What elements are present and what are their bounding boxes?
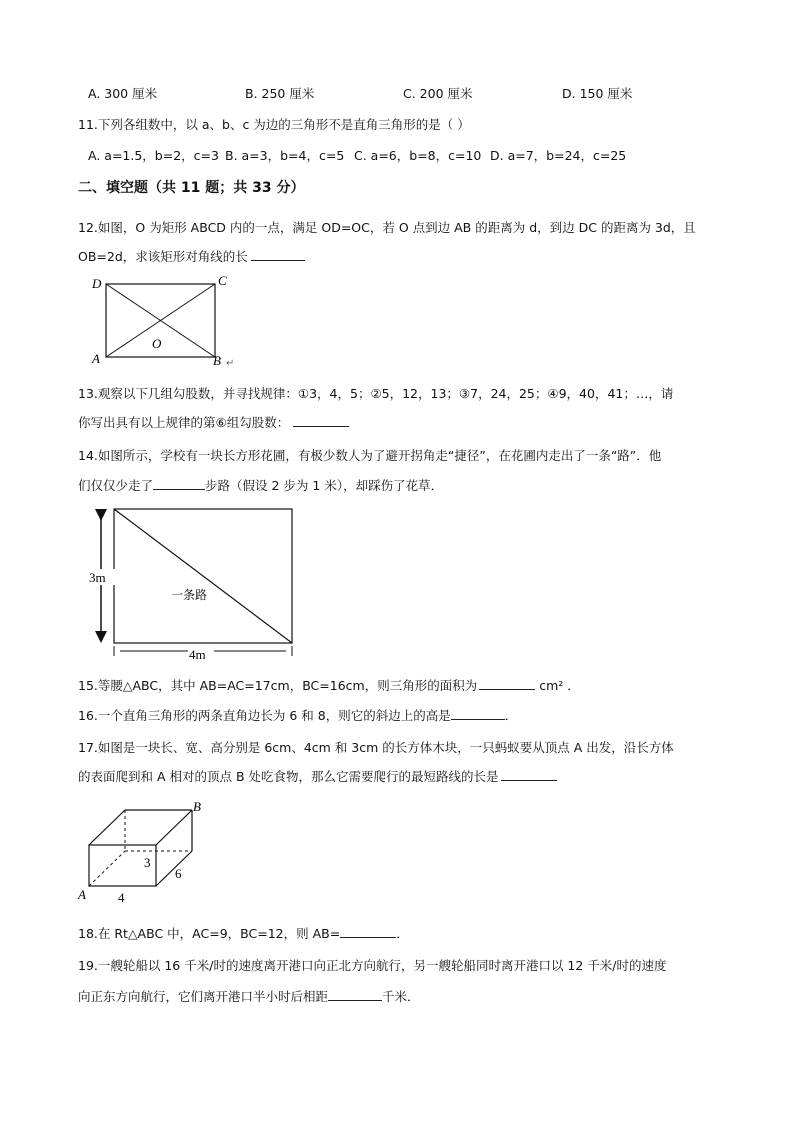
q12-answer-blank[interactable] <box>251 248 305 261</box>
q12-line2-text: OB=2d，求该矩形对角线的长 <box>78 249 248 264</box>
q14-line1: 14.如图所示，学校有一块长方形花圃，有极少数人为了避开拐角走“捷径”，在花圃内走出了一条“路”．他 <box>78 448 662 463</box>
section-heading: 二、填空题（共 11 题；共 33 分） <box>78 180 305 196</box>
q18-answer-blank[interactable] <box>340 925 396 938</box>
q11-option-b: B. a=3，b=4，c=5 <box>225 148 345 163</box>
label-b: B <box>213 353 221 368</box>
label-a: A <box>78 887 86 902</box>
q14-line2 <box>78 476 443 494</box>
q17-cuboid-figure <box>75 798 215 910</box>
q14-garden-figure <box>85 503 300 668</box>
q15-text-b: cm² ． <box>539 678 580 693</box>
q19-line1: 19.一艘轮船以 16 千米/时的速度离开港口向正北方向航行，另一艘轮船同时离开港口以 12 千米/时的速度 <box>78 958 667 973</box>
q15-answer-blank[interactable] <box>479 677 535 690</box>
label-a: A <box>92 351 100 366</box>
q15-line <box>78 676 580 694</box>
q12-rectangle-figure <box>85 272 245 370</box>
q13-answer-blank[interactable] <box>293 414 349 427</box>
q10-option-a: A. 300 厘米 <box>88 86 158 101</box>
q11-option-c: C. a=6，b=8，c=10 <box>354 148 482 163</box>
q16-line <box>78 706 517 724</box>
q18-text-b: ． <box>396 926 409 941</box>
q14-line2-text-b: 步路（假设 2 步为 1 米），却踩伤了花草． <box>205 478 444 493</box>
width-label: 4 <box>118 890 125 905</box>
label-b: B <box>193 799 201 814</box>
q10-option-b: B. 250 厘米 <box>245 86 315 101</box>
q19-line2 <box>78 987 420 1005</box>
q12-line2 <box>78 247 305 265</box>
width-label: 4m <box>189 647 206 662</box>
q13-line1: 13.观察以下几组勾股数，并寻找规律：①3，4，5；②5，12，13；③7，24，25；④9，40，41；…，请 <box>78 386 674 401</box>
q19-answer-blank[interactable] <box>328 988 382 1001</box>
q10-option-d: D. 150 厘米 <box>562 86 633 101</box>
q19-line2-text-a: 向正东方向航行，它们离开港口半小时后相距 <box>78 989 329 1004</box>
q17-line2-text: 的表面爬到和 A 相对的顶点 B 处吃食物，那么它需要爬行的最短路线的长是 <box>78 769 499 784</box>
q17-line2 <box>78 767 557 785</box>
q16-answer-blank[interactable] <box>451 707 505 720</box>
path-diagonal <box>114 509 292 643</box>
q13-line2-text: 你写出具有以上规律的第⑥组勾股数： <box>78 415 290 430</box>
label-c: C <box>218 273 227 288</box>
height-label: 3m <box>89 570 106 585</box>
q14-line2-text-a: 们仅仅少走了 <box>78 478 154 493</box>
q14-answer-blank[interactable] <box>153 477 205 490</box>
q18-text-a: 18.在 Rt△ABC 中，AC=9，BC=12，则 AB= <box>78 926 341 941</box>
q19-line2-text-b: 千米． <box>382 989 420 1004</box>
height-label: 3 <box>144 855 151 870</box>
return-mark-icon: ↵ <box>226 358 235 369</box>
q10-option-c: C. 200 厘米 <box>403 86 473 101</box>
q11-option-a: A. a=1.5，b=2，c=3 <box>88 148 219 163</box>
q16-text-a: 16.一个直角三角形的两条直角边长为 6 和 8，则它的斜边上的高是 <box>78 708 451 723</box>
q11-stem: 11.下列各组数中，以 a、b、c 为边的三角形不是直角三角形的是（ ） <box>78 117 470 132</box>
label-o: O <box>152 336 162 351</box>
q13-line2 <box>78 413 349 431</box>
q11-option-d: D. a=7，b=24，c=25 <box>490 148 627 163</box>
path-label: 一条路 <box>171 588 208 602</box>
q16-text-b: ． <box>504 708 518 723</box>
depth-label: 6 <box>175 866 182 881</box>
q18-line <box>78 924 409 942</box>
q17-line1: 17.如图是一块长、宽、高分别是 6cm、4cm 和 3cm 的长方体木块，一只蚂蚁要从顶点 A 出发，沿长方体 <box>78 740 674 755</box>
q15-text-a: 15.等腰△ABC，其中 AB=AC=17cm，BC=16cm，则三角形的面积为 <box>78 678 478 693</box>
q17-answer-blank[interactable] <box>501 768 557 781</box>
q12-line1: 12.如图，O 为矩形 ABCD 内的一点，满足 OD=OC，若 O 点到边 AB 的距离为 d，到边 DC 的距离为 3d，且 <box>78 220 696 235</box>
label-d: D <box>92 276 102 291</box>
